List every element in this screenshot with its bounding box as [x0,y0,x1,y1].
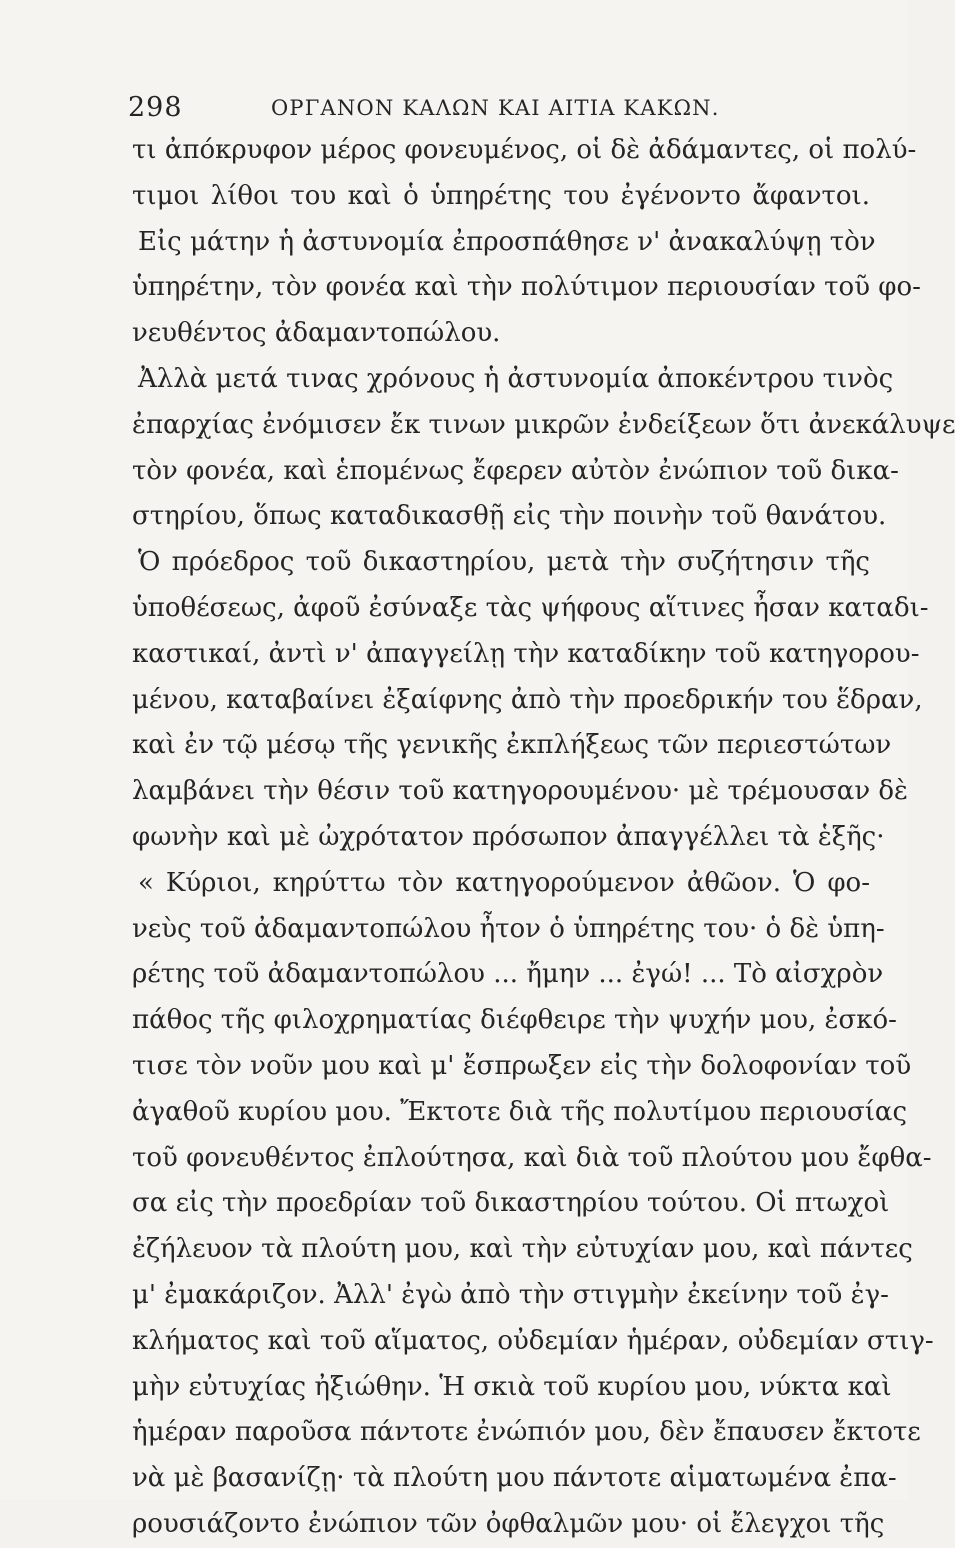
text-line: μ' ἐμακάριζον. Ἀλλ' ἐγὼ ἀπὸ τὴν στιγμὴν ἐκείνην τοῦ ἐγ- [132,1279,889,1310]
body-text [132,128,955,1548]
page-header [128,92,858,132]
text-line: νεὺς τοῦ ἀδαμαντοπώλου ἦτον ὁ ὑπηρέτης του· ὁ δὲ ὑπη- [132,913,885,944]
text-line: τι ἀπόκρυφον μέρος φονευμένος, οἱ δὲ ἀδάμαντες, οἱ πολύ- [132,135,917,165]
text-line: κλήματος καὶ τοῦ αἵματος, οὐδεμίαν ἡμέραν, οὐδεμίαν στιγ- [132,1325,934,1356]
text-line: ἐπαρχίας ἐνόμισεν ἔκ τινων μικρῶν ἐνδείξεων ὅτι ἀνεκάλυψε [132,409,955,440]
text-line: Ὁ πρόεδρος τοῦ δικαστηρίου, μετὰ τὴν συζήτησιν τῆς [138,547,870,578]
text-line: τοῦ φονευθέντος ἐπλούτησα, καὶ διὰ τοῦ πλούτου μου ἔφθα- [132,1142,932,1173]
text-line: καστικαί, ἀντὶ ν' ἀπαγγείλῃ τὴν καταδίκην τοῦ κατηγορου- [132,638,920,669]
text-line: σα εἰς τὴν προεδρίαν τοῦ δικαστηρίου τούτου. Οἱ πτωχοὶ [132,1188,890,1219]
text-line: ρουσιάζοντο ἐνώπιον τῶν ὀφθαλμῶν μου· οἱ ἔλεγχοι τῆς [132,1508,885,1539]
text-line: ἐζήλευον τὰ πλούτη μου, καὶ τὴν εὐτυχίαν μου, καὶ πάντες [132,1234,913,1265]
text-line: Εἰς μάτην ἡ ἀστυνομία ἐπροσπάθησε ν' ἀνακαλύψῃ τὸν [138,226,876,257]
text-line: μένου, καταβαίνει ἐξαίφνης ἀπὸ τὴν προεδρικήν του ἕδραν, [132,684,923,715]
text-line: νευθέντος ἀδαμαντοπώλου. [132,318,501,349]
text-line: νὰ μὲ βασανίζῃ· τὰ πλούτη μου πάντοτε αἱματωμένα ἐπα- [132,1463,897,1494]
text-line: « Κύριοι, κηρύττω τὸν κατηγορούμενον ἀθῶον. Ὁ φο- [138,867,870,898]
page-number: 298 [128,92,183,123]
text-line: ὑποθέσεως, ἀφοῦ ἐσύναξε τὰς ψήφους αἵτινες ἦσαν καταδι- [132,592,929,623]
text-line: στηρίου, ὅπως καταδικασθῇ εἰς τὴν ποινὴν τοῦ θανάτου. [132,501,887,532]
text-line: τιμοι λίθοι του καὶ ὁ ὑπηρέτης του ἐγένοντο ἄφαντοι. [132,180,870,211]
text-line: πάθος τῆς φιλοχρηματίας διέφθειρε τὴν ψυχήν μου, ἐσκό- [132,1005,897,1036]
text-line: καὶ ἐν τῷ μέσῳ τῆς γενικῆς ἐκπλήξεως τῶν περιεστώτων [132,730,892,761]
text-line: ἀγαθοῦ κυρίου μου. Ἔκτοτε διὰ τῆς πολυτίμου περιουσίας [132,1096,908,1127]
text-line: τὸν φονέα, καὶ ἑπομένως ἔφερεν αὐτὸν ἐνώπιον τοῦ δικα- [132,455,899,486]
text-line: ἡμέραν παροῦσα πάντοτε ἐνώπιόν μου, δὲν ἔπαυσεν ἔκτοτε [132,1417,921,1448]
text-line: Ἀλλὰ μετά τινας χρόνους ἡ ἀστυνομία ἀποκέντρου τινὸς [138,363,894,394]
text-line: λαμβάνει τὴν θέσιν τοῦ κατηγορουμένου· μὲ τρέμουσαν δὲ [132,776,908,807]
text-line: τισε τὸν νοῦν μου καὶ μ' ἔσπρωξεν εἰς τὴν δολοφονίαν τοῦ [132,1050,912,1081]
text-line: ρέτης τοῦ ἀδαμαντοπώλου ... ἤμην ... ἐγώ! ... Τὸ αἰσχρὸν [132,959,884,990]
running-head: ΟΡΓΑΝΟΝ ΚΑΛΩΝ ΚΑΙ ΑΙΤΙΑ ΚΑΚΩΝ. [271,96,720,120]
text-line: μὴν εὐτυχίας ἠξιώθην. Ἡ σκιὰ τοῦ κυρίου μου, νύκτα καὶ [132,1371,892,1402]
text-line: φωνὴν καὶ μὲ ὠχρότατον πρόσωπον ἀπαγγέλλει τὰ ἑξῆς· [132,821,885,852]
text-line: ὑπηρέτην, τὸν φονέα καὶ τὴν πολύτιμον περιουσίαν τοῦ φο- [132,272,921,303]
